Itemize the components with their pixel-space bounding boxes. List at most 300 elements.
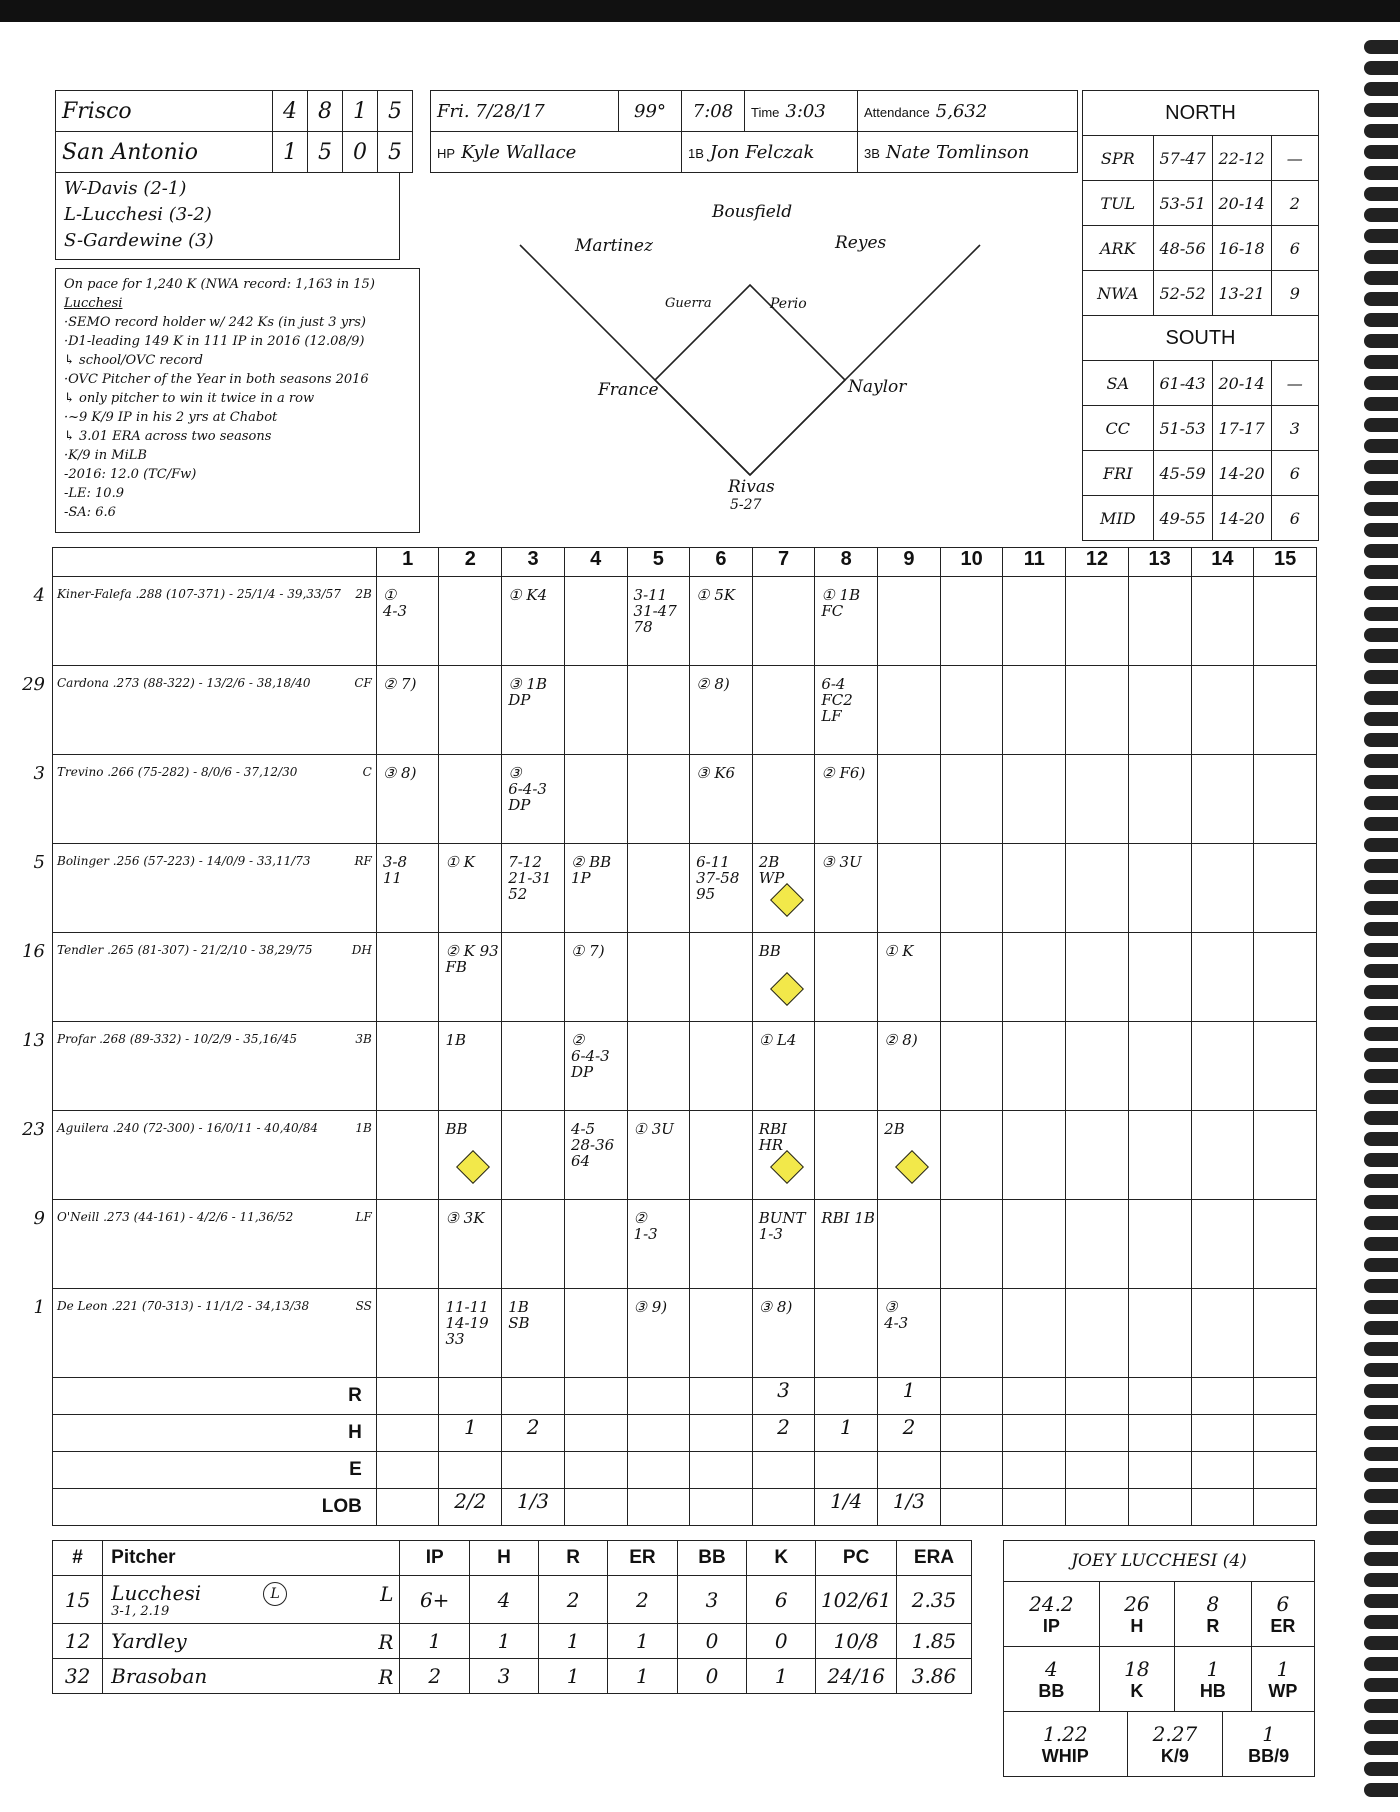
ump-1b: Jon Felczak <box>709 141 815 163</box>
batter-row <box>53 666 1317 755</box>
uniform-number: 1 <box>33 1297 45 1318</box>
note-line: ·SEMO record holder w/ 242 Ks (in just 3 yrs) <box>64 315 367 330</box>
at-bat-cell <box>1254 577 1317 666</box>
diamond-highlight <box>770 972 804 1006</box>
summary-stat <box>1251 1647 1314 1712</box>
inning-header: 7 <box>752 548 815 577</box>
at-bat-mark: ② 8) <box>696 675 730 693</box>
spiral-loop <box>1364 1111 1398 1125</box>
at-bat-cell <box>1066 577 1129 666</box>
at-bat-cell <box>752 933 815 1022</box>
uniform-number: 23 <box>22 1119 45 1140</box>
at-bat-cell <box>1003 844 1066 933</box>
team-e: 0 <box>343 132 378 173</box>
at-bat-cell <box>815 933 878 1022</box>
spiral-loop <box>1364 754 1398 768</box>
totals-label: LOB <box>53 1489 377 1526</box>
totals-cell: 3 <box>752 1378 815 1415</box>
at-bat-cell <box>878 844 941 933</box>
at-bat-cell <box>564 577 627 666</box>
spiral-loop <box>1364 1153 1398 1167</box>
totals-cell <box>1254 1415 1317 1452</box>
at-bat-mark: 2B <box>884 1120 905 1138</box>
ump-1b-label: 1B <box>688 145 704 161</box>
spiral-loop <box>1364 1783 1398 1797</box>
pitching-table <box>52 1540 972 1694</box>
standings-row <box>1083 406 1319 451</box>
totals-cell <box>1254 1378 1317 1415</box>
at-bat-cell <box>439 1111 502 1200</box>
summary-stat <box>1223 1712 1315 1777</box>
spiral-loop <box>1364 481 1398 495</box>
totals-cell <box>564 1489 627 1526</box>
spiral-loop <box>1364 691 1398 705</box>
at-bat-cell <box>1254 933 1317 1022</box>
spiral-loop <box>1364 1006 1398 1020</box>
at-bat-mark: BUNT 1-3 <box>758 1209 806 1243</box>
pitcher-bb: 0 <box>677 1659 747 1694</box>
note-line: ·K/9 in MiLB <box>64 448 147 463</box>
note-line: On pace for 1,240 K (NWA record: 1,163 in 15) <box>64 277 375 292</box>
pitcher-summary <box>1003 1540 1315 1777</box>
at-bat-cell <box>1191 666 1254 755</box>
at-bat-cell <box>752 577 815 666</box>
spiral-loop <box>1364 1531 1398 1545</box>
standings-rec: 49-55 <box>1153 496 1212 541</box>
at-bat-cell <box>1254 666 1317 755</box>
line-score <box>55 90 413 173</box>
at-bat-cell <box>1254 1022 1317 1111</box>
spiral-loop <box>1364 187 1398 201</box>
standings-row <box>1083 226 1319 271</box>
spiral-loop <box>1364 1321 1398 1335</box>
standings-team: SA <box>1083 361 1154 406</box>
at-bat-cell <box>1066 844 1129 933</box>
at-bat-cell <box>627 1022 690 1111</box>
summary-stat <box>1004 1712 1128 1777</box>
at-bat-cell <box>376 1111 439 1200</box>
summary-label: HB <box>1199 1680 1226 1701</box>
spiral-loop <box>1364 1594 1398 1608</box>
at-bat-cell <box>752 755 815 844</box>
summary-label: H <box>1130 1615 1144 1636</box>
pitching-header: PC <box>816 1541 897 1576</box>
fielder-c-note: 5-27 <box>730 497 762 513</box>
pitcher-r: 2 <box>539 1576 608 1624</box>
spiral-loop <box>1364 1489 1398 1503</box>
pitching-header: K <box>747 1541 816 1576</box>
summary-stat <box>1174 1647 1251 1712</box>
pitcher-k: 1 <box>747 1659 816 1694</box>
inning-header: 11 <box>1003 548 1066 577</box>
pitcher-name: Lucchesi <box>111 1581 202 1605</box>
standings-gb: 6 <box>1271 226 1318 271</box>
at-bat-cell <box>1254 1289 1317 1378</box>
team-h: 8 <box>308 91 343 132</box>
spiral-loop <box>1364 712 1398 726</box>
totals-row <box>53 1452 1317 1489</box>
at-bat-cell <box>940 933 1003 1022</box>
batter-row <box>53 844 1317 933</box>
batter-cell <box>22 1022 377 1111</box>
at-bat-cell <box>627 1111 690 1200</box>
at-bat-cell <box>1003 1289 1066 1378</box>
at-bat-cell <box>439 844 502 933</box>
at-bat-cell <box>1254 1200 1317 1289</box>
at-bat-mark: ① K <box>445 853 475 871</box>
decision-win: W-Davis (2-1) <box>64 178 187 199</box>
summary-label: WHIP <box>1041 1745 1089 1766</box>
spiral-loop <box>1364 313 1398 327</box>
pitching-header: H <box>470 1541 539 1576</box>
decisions-box <box>55 172 400 260</box>
standings-gb: 6 <box>1271 451 1318 496</box>
at-bat-cell <box>690 755 753 844</box>
at-bat-cell <box>1191 577 1254 666</box>
batter-row <box>53 1200 1317 1289</box>
pitcher-er: 2 <box>608 1576 678 1624</box>
spiral-loop <box>1364 1573 1398 1587</box>
spiral-loop <box>1364 1678 1398 1692</box>
spiral-loop <box>1364 397 1398 411</box>
totals-cell: 1/3 <box>878 1489 941 1526</box>
batter-position: LF <box>355 1210 372 1224</box>
spiral-loop <box>1364 733 1398 747</box>
summary-stat <box>1004 1582 1100 1647</box>
at-bat-cell <box>439 577 502 666</box>
note-line: Lucchesi <box>64 296 123 311</box>
spiral-loop <box>1364 1405 1398 1419</box>
standings-team: MID <box>1083 496 1154 541</box>
at-bat-mark: ① L4 <box>758 1031 797 1049</box>
inning-header: 13 <box>1128 548 1191 577</box>
spiral-loop <box>1364 796 1398 810</box>
fielder-1b: Naylor <box>848 377 907 397</box>
summary-stat <box>1174 1582 1251 1647</box>
decision-circle: L <box>263 1582 287 1606</box>
pitcher-bb: 0 <box>677 1624 747 1659</box>
totals-cell <box>1128 1489 1191 1526</box>
standings-team: CC <box>1083 406 1154 451</box>
at-bat-cell <box>1066 755 1129 844</box>
at-bat-cell <box>752 1289 815 1378</box>
standings-half: 22-12 <box>1212 136 1271 181</box>
spiral-loop <box>1364 1069 1398 1083</box>
at-bat-cell <box>439 1022 502 1111</box>
totals-cell <box>690 1489 753 1526</box>
at-bat-cell <box>752 1200 815 1289</box>
pitcher-pc: 10/8 <box>816 1624 897 1659</box>
summary-value: 1 <box>1206 1656 1220 1681</box>
totals-cell <box>690 1452 753 1489</box>
pitcher-row <box>53 1624 972 1659</box>
totals-cell <box>690 1378 753 1415</box>
at-bat-cell <box>878 577 941 666</box>
at-bat-cell <box>940 1111 1003 1200</box>
spiral-loop <box>1364 334 1398 348</box>
totals-cell: 1 <box>439 1415 502 1452</box>
totals-cell <box>940 1415 1003 1452</box>
spiral-loop <box>1364 376 1398 390</box>
at-bat-mark: BB <box>758 942 781 960</box>
spiral-loop <box>1364 1468 1398 1482</box>
at-bat-cell <box>1066 666 1129 755</box>
pitching-header: R <box>539 1541 608 1576</box>
spiral-loop <box>1364 166 1398 180</box>
at-bat-cell <box>376 577 439 666</box>
at-bat-cell <box>1003 1111 1066 1200</box>
at-bat-cell <box>564 1022 627 1111</box>
batter-line: Tendler .265 (81-307) - 21/2/10 - 38,29/75 <box>57 943 313 957</box>
line-score-row <box>56 91 413 132</box>
at-bat-cell <box>439 755 502 844</box>
fielder-3b: France <box>598 380 659 400</box>
totals-cell <box>502 1452 565 1489</box>
at-bat-mark: 3-11 31-47 78 <box>633 586 677 636</box>
at-bat-cell <box>815 1111 878 1200</box>
at-bat-mark: ① 7) <box>570 942 605 960</box>
at-bat-mark: ① 4-3 <box>382 586 407 620</box>
pitcher-er: 1 <box>608 1624 678 1659</box>
at-bat-cell <box>1191 755 1254 844</box>
totals-cell: 1 <box>815 1415 878 1452</box>
batter-cell <box>33 1289 377 1378</box>
totals-cell <box>1254 1452 1317 1489</box>
spiral-loop <box>1364 460 1398 474</box>
totals-label: H <box>53 1415 377 1452</box>
totals-cell <box>376 1452 439 1489</box>
standings-half: 14-20 <box>1212 496 1271 541</box>
at-bat-cell <box>1191 1289 1254 1378</box>
pitcher-name-cell <box>103 1624 400 1659</box>
spiral-loop <box>1364 1216 1398 1230</box>
team-name: Frisco <box>56 91 273 132</box>
spiral-loop <box>1364 418 1398 432</box>
pitcher-name: Brasoban <box>111 1664 208 1688</box>
summary-value: 1.22 <box>1043 1721 1088 1746</box>
totals-cell <box>1191 1378 1254 1415</box>
spiral-loop <box>1364 40 1398 54</box>
at-bat-mark: ③ 8) <box>758 1298 793 1316</box>
summary-label: K/9 <box>1160 1745 1189 1766</box>
spiral-loop <box>1364 1027 1398 1041</box>
spiral-loop <box>1364 1384 1398 1398</box>
pitcher-k: 0 <box>747 1624 816 1659</box>
at-bat-cell <box>1128 577 1191 666</box>
game-date: Fri. 7/28/17 <box>431 91 619 132</box>
summary-value: 8 <box>1206 1591 1220 1616</box>
at-bat-mark: ③ 3K <box>445 1209 485 1227</box>
spiral-loop <box>1364 1048 1398 1062</box>
at-bat-cell <box>690 933 753 1022</box>
totals-cell <box>1191 1489 1254 1526</box>
at-bat-cell <box>502 1022 565 1111</box>
pitcher-record: 3-1, 2.19 <box>111 1604 170 1619</box>
spiral-binding <box>1360 40 1400 1800</box>
at-bat-mark: ② 1-3 <box>633 1209 658 1243</box>
summary-label: BB <box>1038 1680 1065 1701</box>
at-bat-cell <box>502 666 565 755</box>
spiral-loop <box>1364 817 1398 831</box>
at-bat-cell <box>1254 755 1317 844</box>
totals-cell <box>439 1452 502 1489</box>
totals-cell <box>1003 1489 1066 1526</box>
spiral-loop <box>1364 1447 1398 1461</box>
pitching-header: IP <box>400 1541 470 1576</box>
batter-position: 3B <box>355 1032 372 1046</box>
batter-cell <box>22 933 377 1022</box>
pitcher-k: 6 <box>747 1576 816 1624</box>
totals-cell <box>564 1378 627 1415</box>
totals-cell <box>1003 1378 1066 1415</box>
at-bat-cell <box>1003 933 1066 1022</box>
note-line: ↳ 3.01 ERA across two seasons <box>64 429 272 444</box>
batter-position: 1B <box>355 1121 372 1135</box>
standings-half: 20-14 <box>1212 181 1271 226</box>
at-bat-mark: ② K 93 FB <box>445 942 499 976</box>
inning-header: 6 <box>690 548 753 577</box>
at-bat-cell <box>627 577 690 666</box>
note-line: ·OVC Pitcher of the Year in both seasons 2016 <box>64 372 369 387</box>
totals-cell <box>940 1489 1003 1526</box>
at-bat-cell <box>752 666 815 755</box>
at-bat-cell <box>815 755 878 844</box>
at-bat-cell <box>376 1289 439 1378</box>
at-bat-cell <box>502 1289 565 1378</box>
pitcher-row <box>53 1576 972 1624</box>
at-bat-cell <box>878 933 941 1022</box>
at-bat-mark: ① 5K <box>696 586 736 604</box>
at-bat-cell <box>1066 933 1129 1022</box>
batter-cell <box>22 1111 377 1200</box>
pitcher-pc: 24/16 <box>816 1659 897 1694</box>
spiral-loop <box>1364 985 1398 999</box>
at-bat-cell <box>564 1289 627 1378</box>
spiral-loop <box>1364 775 1398 789</box>
at-bat-cell <box>1003 666 1066 755</box>
pitcher-era: 1.85 <box>896 1624 971 1659</box>
spiral-loop <box>1364 1258 1398 1272</box>
standings-half: 17-17 <box>1212 406 1271 451</box>
game-start: 7:08 <box>682 91 745 132</box>
spiral-loop <box>1364 838 1398 852</box>
summary-stat <box>1251 1582 1314 1647</box>
at-bat-cell <box>376 933 439 1022</box>
spiral-loop <box>1364 1363 1398 1377</box>
at-bat-cell <box>376 1200 439 1289</box>
pitcher-name: Yardley <box>111 1629 187 1653</box>
totals-cell: 1 <box>878 1378 941 1415</box>
standings-row <box>1083 496 1319 541</box>
decision-save: S-Gardewine (3) <box>64 230 214 251</box>
at-bat-cell <box>376 755 439 844</box>
totals-cell <box>1128 1378 1191 1415</box>
totals-cell <box>690 1415 753 1452</box>
totals-cell: 1/4 <box>815 1489 878 1526</box>
top-edge <box>0 0 1400 22</box>
spiral-loop <box>1364 1300 1398 1314</box>
at-bat-cell <box>940 844 1003 933</box>
summary-value: 1 <box>1262 1721 1276 1746</box>
pitcher-hand: R <box>378 1665 394 1689</box>
at-bat-mark: 1B <box>445 1031 467 1049</box>
summary-label: R <box>1206 1615 1220 1636</box>
standings-team: NWA <box>1083 271 1154 316</box>
totals-cell <box>1128 1452 1191 1489</box>
standings-rec: 45-59 <box>1153 451 1212 496</box>
pitcher-ip: 1 <box>400 1624 470 1659</box>
summary-label: BB/9 <box>1248 1745 1290 1766</box>
spiral-loop <box>1364 628 1398 642</box>
batter-position: C <box>362 765 372 779</box>
standings-row <box>1083 181 1319 226</box>
totals-cell <box>752 1452 815 1489</box>
diamond-highlight <box>456 1150 490 1184</box>
standings-half: 14-20 <box>1212 451 1271 496</box>
at-bat-cell <box>1191 1111 1254 1200</box>
totals-cell: 2 <box>878 1415 941 1452</box>
spiral-loop <box>1364 607 1398 621</box>
spiral-loop <box>1364 502 1398 516</box>
at-bat-mark: ① 3U <box>633 1120 674 1138</box>
batter-line: Cardona .273 (88-322) - 13/2/6 - 38,18/40 <box>57 676 311 690</box>
ump-hp: Kyle Wallace <box>461 141 577 163</box>
pitching-header: BB <box>677 1541 747 1576</box>
at-bat-cell <box>376 1022 439 1111</box>
at-bat-mark: ① K4 <box>508 586 548 604</box>
standings-row <box>1083 451 1319 496</box>
spiral-loop <box>1364 1237 1398 1251</box>
spiral-loop <box>1364 1636 1398 1650</box>
fielder-ss: Guerra <box>665 296 712 311</box>
ump-3b: Nate Tomlinson <box>885 141 1030 163</box>
batter-line: De Leon .221 (70-313) - 11/1/2 - 34,13/38 <box>57 1299 310 1313</box>
inning-header: 4 <box>564 548 627 577</box>
at-bat-cell <box>940 755 1003 844</box>
spiral-loop <box>1364 1426 1398 1440</box>
batter-cell <box>33 755 377 844</box>
summary-value: 6 <box>1276 1591 1290 1616</box>
totals-cell <box>940 1378 1003 1415</box>
at-bat-mark: ② 8) <box>884 1031 918 1049</box>
summary-title: JOEY LUCCHESI (4) <box>1004 1541 1315 1582</box>
at-bat-cell <box>690 844 753 933</box>
standings-row <box>1083 361 1319 406</box>
spiral-loop <box>1364 1132 1398 1146</box>
totals-cell <box>439 1378 502 1415</box>
inning-header: 8 <box>815 548 878 577</box>
spiral-loop <box>1364 1741 1398 1755</box>
fielder-c: Rivas <box>728 477 775 497</box>
summary-stat <box>1004 1647 1100 1712</box>
inning-header: 10 <box>940 548 1003 577</box>
summary-stat <box>1099 1582 1174 1647</box>
at-bat-cell <box>690 1200 753 1289</box>
spiral-loop <box>1364 271 1398 285</box>
inning-header: 9 <box>878 548 941 577</box>
batter-line: Aguilera .240 (72-300) - 16/0/11 - 40,40/84 <box>57 1121 318 1135</box>
pitcher-bb: 3 <box>677 1576 747 1624</box>
at-bat-cell <box>1003 577 1066 666</box>
at-bat-cell <box>564 1111 627 1200</box>
totals-label: E <box>53 1452 377 1489</box>
at-bat-cell <box>1128 1111 1191 1200</box>
team-lob: 5 <box>378 132 413 173</box>
spiral-loop <box>1364 523 1398 537</box>
at-bat-cell <box>627 844 690 933</box>
at-bat-cell <box>564 755 627 844</box>
uniform-number: 16 <box>22 941 45 962</box>
